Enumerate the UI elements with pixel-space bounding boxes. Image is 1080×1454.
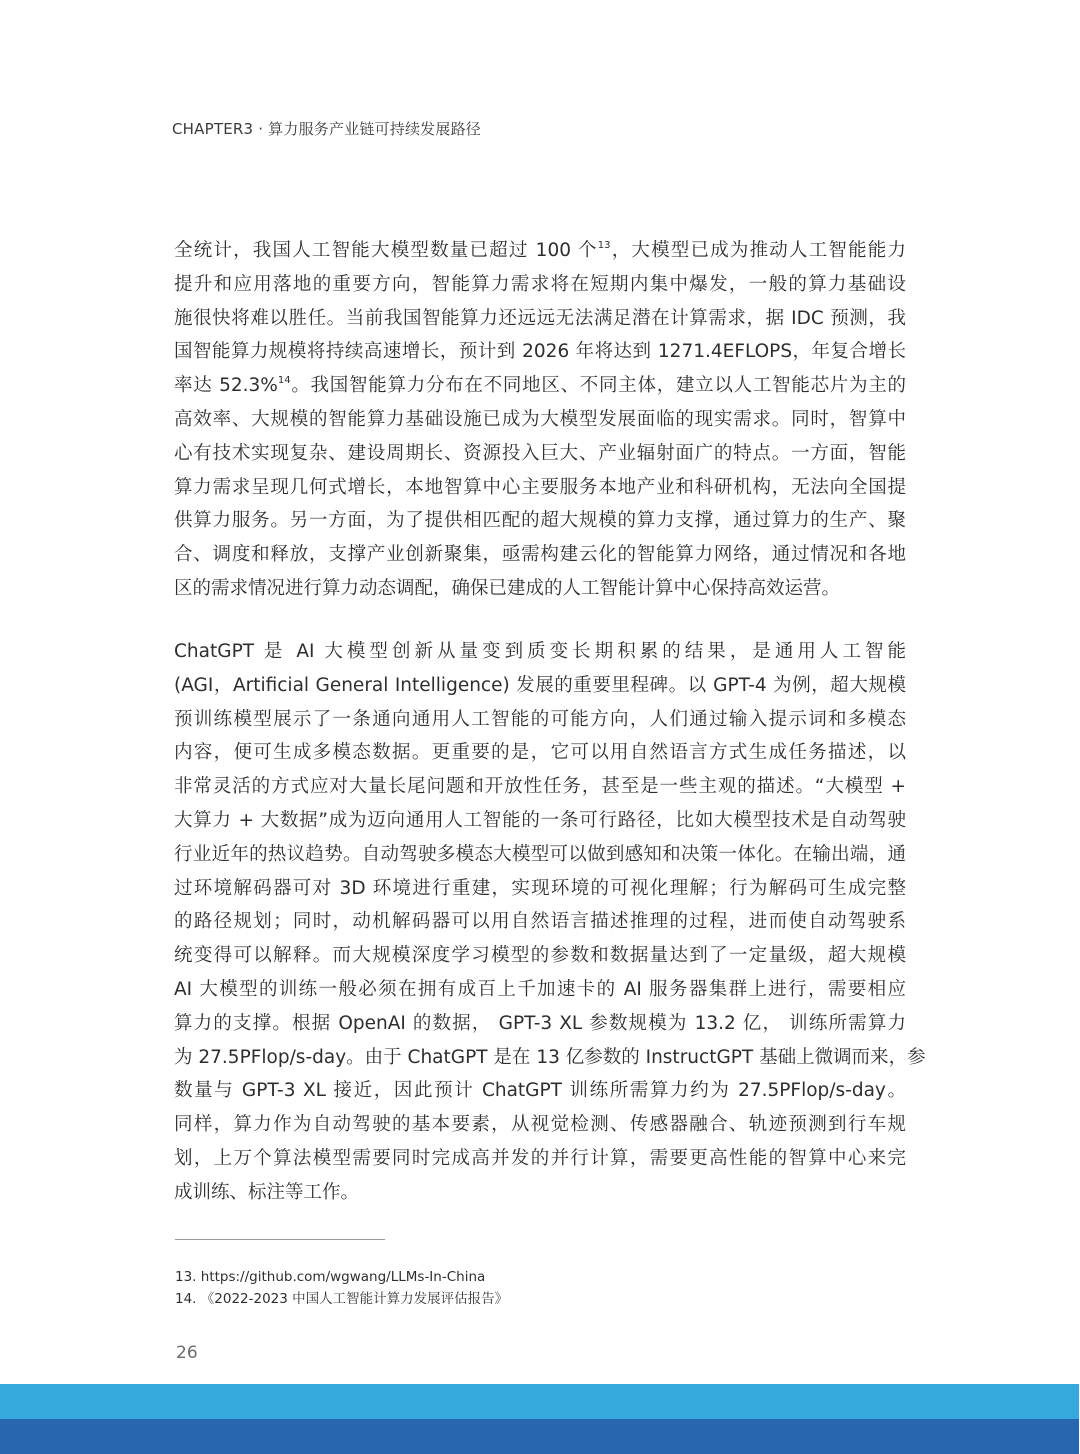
- text-run: 。我国智能算力分布在不同地区、不同主体，建立以人工智能芯片为主的: [290, 375, 906, 397]
- text-line: [174, 369, 906, 403]
- text-line: [174, 736, 906, 770]
- text-run: 同样，算力作为自动驾驶的基本要素，从视觉检测、传感器融合、轨迹预测到行车规: [174, 1114, 906, 1136]
- text-run: 成训练、标注等工作。: [174, 1181, 360, 1203]
- text-run: 高效率、大规模的智能算力基础设施已成为大模型发展面临的现实需求。同时，智算中: [174, 408, 906, 430]
- chapter-header: CHAPTER3 · 算力服务产业链可持续发展路径: [172, 120, 481, 138]
- text-line: [174, 703, 906, 737]
- footer-band-light: [0, 1384, 1079, 1419]
- text-run: 非常灵活的方式应对大量长尾问题和开放性任务，甚至是一些主观的描述。“大模型 +: [174, 776, 906, 798]
- text-run: 算力需求呈现几何式增长，本地智算中心主要服务本地产业和科研机构，无法向全国提: [174, 476, 906, 498]
- footnote-reference[interactable]: 13: [597, 240, 611, 251]
- text-line: [174, 905, 906, 939]
- text-run: 国智能算力规模将持续高速增长，预计到 2026 年将达到 1271.4EFLOPS，年复合增长: [174, 341, 906, 363]
- text-run: 全统计，我国人工智能大模型数量已超过 100 个: [174, 240, 598, 261]
- text-run: 过环境解码器可对 3D 环境进行重建，实现环境的可视化理解；行为解码可生成完整: [174, 877, 906, 899]
- text-run: 划，上万个算法模型需要同时完成高并发的并行计算，需要更高性能的智算中心来完: [174, 1147, 906, 1169]
- text-run: 内容，便可生成多模态数据。更重要的是，它可以用自然语言方式生成任务描述，以: [174, 742, 906, 764]
- text-line: [174, 973, 906, 1007]
- footer-band-dark: [0, 1419, 1079, 1454]
- text-run: 为 27.5PFlop/s-day。由于 ChatGPT 是在 13 亿参数的 InstructGPT 基础上微调而来，参: [174, 1046, 926, 1068]
- text-run: 数量与 GPT-3 XL 接近，因此预计 ChatGPT 训练所需算力约为 27.5PFlop/s-day。: [174, 1080, 906, 1102]
- text-line: [174, 872, 906, 906]
- text-run: (AGI，Artificial General Intelligence) 发展的重要里程碑。以 GPT-4 为例，超大规模: [174, 674, 906, 696]
- text-run: ，大模型已成为推动人工智能能力: [610, 240, 906, 261]
- footnote-reference[interactable]: 14: [277, 375, 291, 387]
- text-run: 心有技术实现复杂、建设周期长、资源投入巨大、产业辐射面广的特点。一方面，智能: [174, 442, 906, 464]
- footnote-divider: [175, 1239, 385, 1240]
- text-line: [174, 403, 906, 437]
- text-run: 预训练模型展示了一条通向通用人工智能的可能方向，人们通过输入提示词和多模态: [174, 708, 906, 730]
- text-line: [174, 437, 906, 471]
- text-line: [174, 302, 906, 336]
- text-run: 区的需求情况进行算力动态调配，确保已建成的人工智能计算中心保持高效运营。: [174, 577, 841, 599]
- text-run: 的路径规划；同时，动机解码器可以用自然语言描述推理的过程，进而使自动驾驶系: [174, 911, 906, 933]
- text-line: [174, 335, 906, 369]
- paragraph-1: [174, 234, 906, 606]
- text-line: [174, 1041, 926, 1075]
- text-run: 提升和应用落地的重要方向，智能算力需求将在短期内集中爆发，一般的算力基础设: [174, 273, 906, 295]
- footnote-13[interactable]: 13. https://github.com/wgwang/LLMs-In-China: [175, 1269, 486, 1285]
- paragraph-2: [174, 635, 926, 1210]
- text-line: [174, 804, 906, 838]
- text-line: [174, 669, 906, 703]
- footnotes: [175, 1266, 508, 1310]
- text-line: [174, 1074, 906, 1108]
- text-line: [174, 838, 906, 872]
- text-line: [174, 234, 906, 268]
- text-run: 统变得可以解释。而大规模深度学习模型的参数和数据量达到了一定量级，超大规模: [174, 945, 906, 967]
- text-line: [174, 635, 906, 669]
- text-run: 大算力 + 大数据”成为迈向通用人工智能的一条可行路径，比如大模型技术是自动驾驶: [174, 809, 906, 831]
- text-line: [174, 471, 906, 505]
- footnote-14: 14. 《2022-2023 中国人工智能计算力发展评估报告》: [175, 1291, 509, 1307]
- text-run: ChatGPT 是 AI 大模型创新从量变到质变长期积累的结果，是通用人工智能: [174, 641, 906, 662]
- text-line: [174, 572, 906, 606]
- text-run: 率达 52.3%: [174, 375, 278, 397]
- text-run: 行业近年的热议趋势。自动驾驶多模态大模型可以做到感知和决策一体化。在输出端，通: [174, 843, 906, 865]
- text-line: [174, 1176, 906, 1210]
- text-line: [174, 268, 906, 302]
- text-line: [174, 1108, 906, 1142]
- text-run: 施很快将难以胜任。当前我国智能算力还远远无法满足潜在计算需求，据 IDC 预测，我: [174, 307, 906, 329]
- text-run: AI 大模型的训练一般必须在拥有成百上千加速卡的 AI 服务器集群上进行，需要相应: [174, 978, 906, 1000]
- text-line: [174, 1007, 906, 1041]
- text-line: [174, 538, 906, 572]
- text-run: 供算力服务。另一方面，为了提供相匹配的超大规模的算力支撑，通过算力的生产、聚: [174, 510, 906, 532]
- text-line: [174, 770, 906, 804]
- text-line: [174, 1142, 906, 1176]
- page-number: 26: [176, 1343, 198, 1363]
- text-run: 合、调度和释放，支撑产业创新聚集，亟需构建云化的智能算力网络，通过情况和各地: [174, 544, 906, 566]
- text-line: [174, 939, 906, 973]
- text-run: 算力的支撑。根据 OpenAI 的数据， GPT-3 XL 参数规模为 13.2 亿， 训练所需算力: [174, 1012, 906, 1034]
- text-line: [174, 504, 906, 538]
